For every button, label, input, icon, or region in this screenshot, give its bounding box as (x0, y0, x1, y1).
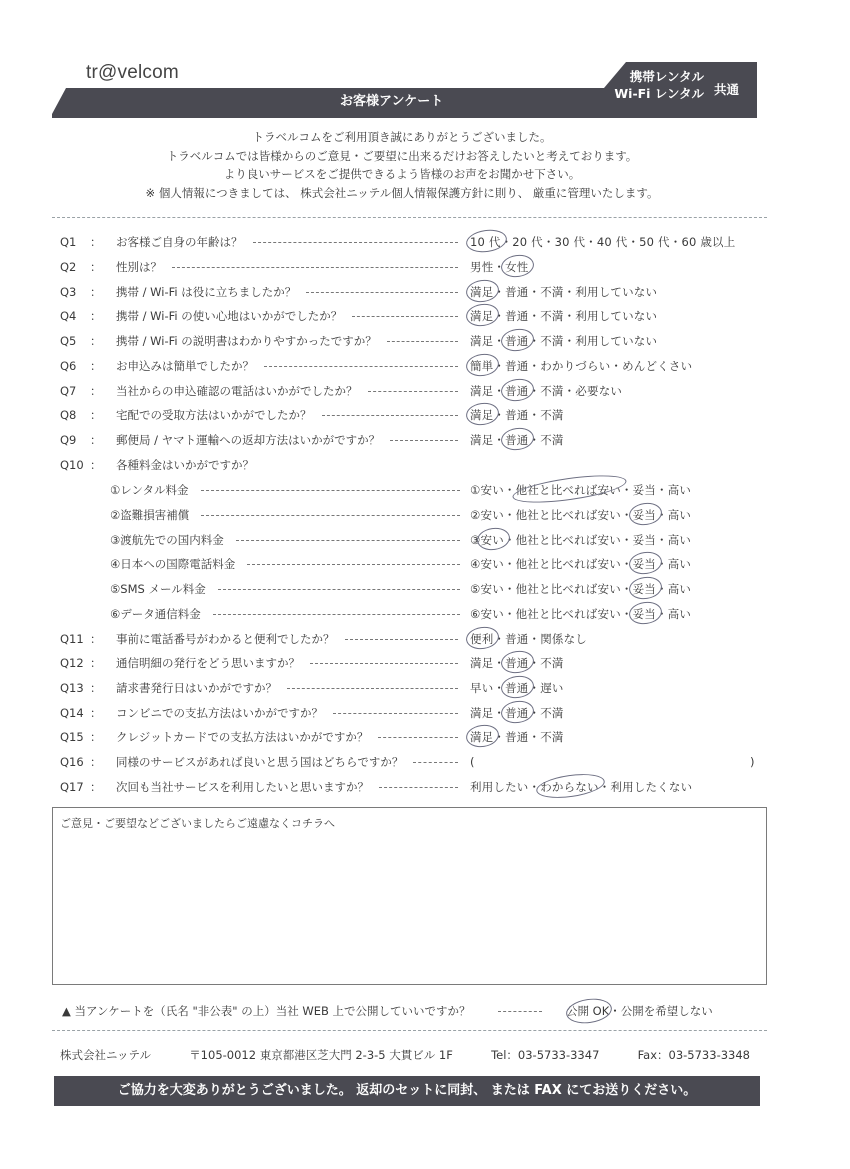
leader-line (333, 713, 458, 714)
fee-item-label: ④日本への国際電話料金 (110, 557, 236, 571)
answer-options[interactable]: ⑥安い・他社と比べれば安い・妥当・高い (470, 607, 692, 621)
leader-line (387, 341, 458, 342)
q10-subrow (60, 604, 760, 624)
service-line-wifi: Wi-Fi レンタル (614, 86, 704, 101)
question-colon: ： (90, 359, 102, 373)
question-text: 各種料金はいかがですか？ (116, 458, 254, 472)
leader-line (253, 242, 458, 243)
company-fax: Fax：03-5733-3348 (637, 1048, 750, 1062)
company-info (60, 1047, 750, 1063)
question-row (60, 727, 760, 747)
question-number: Q3 (60, 285, 77, 299)
leader-line (413, 762, 458, 763)
leader-line (218, 589, 460, 590)
question-text: 性別は？ (116, 260, 162, 274)
answer-options[interactable]: ④安い・他社と比べれば安い・妥当・高い (470, 557, 692, 571)
question-colon: ： (90, 384, 102, 398)
leader-line (352, 316, 458, 317)
question-row (60, 356, 760, 376)
country-input[interactable] (480, 754, 740, 770)
leader-line (213, 614, 460, 615)
question-colon: ： (90, 730, 102, 744)
divider (52, 217, 767, 218)
company-tel: Tel：03-5733-3347 (491, 1048, 600, 1062)
travelcom-logo: tr@velcom (86, 62, 179, 83)
question-number: Q16 (60, 755, 84, 769)
question-text: 当社からの申込確認の電話はいかがでしたか？ (116, 384, 358, 398)
question-row (60, 232, 760, 252)
question-number: Q8 (60, 408, 77, 422)
comment-textarea[interactable] (52, 807, 767, 985)
question-text: お客様ご自身の年齢は？ (116, 235, 243, 249)
leader-line (368, 391, 458, 392)
question-row (60, 777, 760, 797)
question-text: 次回も当社サービスを利用したいと思いますか？ (116, 780, 369, 794)
question-row (60, 282, 760, 302)
open-bracket: ( (470, 755, 475, 769)
question-colon: ： (90, 755, 102, 769)
leader-line (498, 1011, 542, 1012)
question-colon: ： (90, 706, 102, 720)
question-text: コンビニでの支払方法はいかがですか？ (116, 706, 323, 720)
question-text: 携帯 / Wi-Fi は役に立ちましたか？ (116, 285, 297, 299)
q10-subrow (60, 554, 760, 574)
question-number: Q17 (60, 780, 84, 794)
question-number: Q12 (60, 656, 84, 670)
header-band (52, 88, 622, 118)
question-text: 宅配での受取方法はいかがでしたか？ (116, 408, 312, 422)
leader-line (287, 688, 458, 689)
question-colon: ： (90, 632, 102, 646)
question-colon: ： (90, 260, 102, 274)
question-text: クレジットカードでの支払方法はいかがですか？ (116, 730, 369, 744)
fee-item-label: ⑥データ通信料金 (110, 607, 201, 621)
question-colon: ： (90, 408, 102, 422)
question-text: 請求書発行日はいかがですか？ (116, 681, 277, 695)
question-number: Q5 (60, 334, 77, 348)
answer-options[interactable]: 満足・普通・不満 (470, 706, 564, 720)
answer-options[interactable]: 満足・普通・不満 (470, 656, 564, 670)
question-number: Q13 (60, 681, 84, 695)
fee-item-label: ②盗難損害補償 (110, 508, 190, 522)
publish-options[interactable]: 公開 OK・公開を希望しない (566, 1004, 713, 1018)
question-number: Q1 (60, 235, 77, 249)
publish-question: ▲ 当アンケートを（氏名 "非公表" の上）当社 WEB 上で公開していいですか？ (62, 1004, 471, 1018)
question-row (60, 430, 760, 450)
fee-item-label: ①レンタル料金 (110, 483, 189, 497)
leader-line (378, 737, 458, 738)
question-colon: ： (90, 433, 102, 447)
question-row (60, 629, 760, 649)
intro-line: トラベルコムをご利用頂き誠にありがとうございました。 (252, 130, 552, 144)
answer-options[interactable]: 満足・普通・不満・利用していない (470, 309, 658, 323)
q10-subrow (60, 530, 760, 550)
question-number: Q4 (60, 309, 77, 323)
question-number: Q10 (60, 458, 84, 472)
question-text: 携帯 / Wi-Fi の説明書はわかりやすかったですか？ (116, 334, 377, 348)
question-row (60, 405, 760, 425)
answer-options[interactable]: ③安い・他社と比べれば安い・妥当・高い (470, 533, 692, 547)
answer-options[interactable]: 早い・普通・遅い (470, 681, 564, 695)
question-text: 携帯 / Wi-Fi の使い心地はいかがでしたか？ (116, 309, 343, 323)
question-number: Q14 (60, 706, 84, 720)
question-number: Q15 (60, 730, 84, 744)
q10-subrow (60, 480, 760, 500)
answer-options[interactable]: ⑤安い・他社と比べれば安い・妥当・高い (470, 582, 692, 596)
answer-options[interactable]: 満足・普通・不満 (470, 408, 564, 422)
leader-line (247, 564, 460, 565)
question-colon: ： (90, 681, 102, 695)
question-text: 事前に電話番号がわかると便利でしたか？ (116, 632, 335, 646)
answer-options[interactable]: 満足・普通・不満・必要ない (470, 384, 623, 398)
close-bracket: ) (750, 755, 755, 769)
question-row (60, 703, 760, 723)
leader-line (264, 366, 458, 367)
fee-item-label: ③渡航先での国内料金 (110, 533, 224, 547)
answer-options[interactable]: 満足・普通・不満・利用していない (470, 334, 658, 348)
question-row (60, 257, 760, 277)
leader-line (201, 515, 460, 516)
question-row (60, 381, 760, 401)
answer-options[interactable]: 男性・女性 (470, 260, 529, 274)
fee-item-label: ⑤SMS メール料金 (110, 582, 206, 596)
company-address: 〒105-0012 東京都港区芝大門 2-3-5 大貫ビル 1F (189, 1048, 453, 1062)
service-line-mobile: 携帯レンタル (629, 69, 704, 84)
answer-options[interactable]: 満足・普通・不満・利用していない (470, 285, 658, 299)
divider (52, 1030, 767, 1031)
answer-options[interactable]: 満足・普通・不満 (470, 730, 564, 744)
page-title: お客様アンケート (340, 94, 444, 109)
answer-options[interactable]: 満足・普通・不満 (470, 433, 564, 447)
intro-line: トラベルコムでは皆様からのご意見・ご要望に出来るだけお答えしたいと考えております。 (166, 148, 638, 163)
answer-options[interactable]: ②安い・他社と比べれば安い・妥当・高い (470, 508, 692, 522)
service-label (608, 68, 704, 102)
comment-label: ご意見・ご要望などございましたらご遠慮なくコチラへ (60, 817, 335, 830)
question-row (60, 752, 760, 772)
question-number: Q7 (60, 384, 77, 398)
answer-options[interactable]: 利用したい・わからない・利用したくない (470, 780, 693, 794)
question-colon: ： (90, 656, 102, 670)
question-colon: ： (90, 285, 102, 299)
question-colon: ： (90, 334, 102, 348)
q10-subrow (60, 505, 760, 525)
question-number: Q9 (60, 433, 77, 447)
leader-line (322, 415, 458, 416)
question-row (60, 306, 760, 326)
question-number: Q11 (60, 632, 84, 646)
leader-line (236, 540, 460, 541)
question-row (60, 653, 760, 673)
thanks-banner: ご協力を大変ありがとうございました。 返却のセットに同封、 または FAX にてお送りください。 (54, 1076, 760, 1106)
question-number: Q2 (60, 260, 77, 274)
intro-line: ※ 個人情報につきましては、 株式会社ニッテル個人情報保護方針に則り、 厳重に管理いたします。 (145, 185, 659, 200)
common-label: 共通 (714, 82, 740, 97)
answer-options[interactable]: 簡単・普通・わかりづらい・めんどくさい (470, 359, 693, 373)
answer-options[interactable]: 10 代・20 代・30 代・40 代・50 代・60 歳以上 (470, 235, 736, 249)
question-text: 通信明細の発行をどう思いますか？ (116, 656, 300, 670)
intro-text (52, 128, 752, 202)
q10-subrow (60, 579, 760, 599)
question-text: 同様のサービスがあれば良いと思う国はどちらですか？ (116, 755, 404, 769)
answer-options[interactable]: ①安い・他社と比べれば安い・妥当・高い (470, 483, 692, 497)
leader-line (172, 267, 458, 268)
leader-line (310, 663, 458, 664)
question-row (60, 678, 760, 698)
question-text: 郵便局 / ヤマト運輸への返却方法はいかがですか？ (116, 433, 381, 447)
company-name: 株式会社ニッテル (60, 1048, 151, 1062)
leader-line (390, 440, 458, 441)
question-number: Q6 (60, 359, 77, 373)
question-row (60, 455, 760, 475)
question-row (60, 331, 760, 351)
question-colon: ： (90, 309, 102, 323)
intro-line: より良いサービスをご提供できるよう皆様のお声をお聞かせ下さい。 (223, 167, 581, 181)
question-colon: ： (90, 235, 102, 249)
leader-line (201, 490, 460, 491)
question-colon: ： (90, 458, 102, 472)
question-text: お申込みは簡単でしたか？ (116, 359, 254, 373)
answer-options[interactable]: 便利・普通・関係なし (470, 632, 587, 646)
leader-line (345, 639, 458, 640)
question-colon: ： (90, 780, 102, 794)
leader-line (306, 292, 458, 293)
leader-line (379, 787, 458, 788)
